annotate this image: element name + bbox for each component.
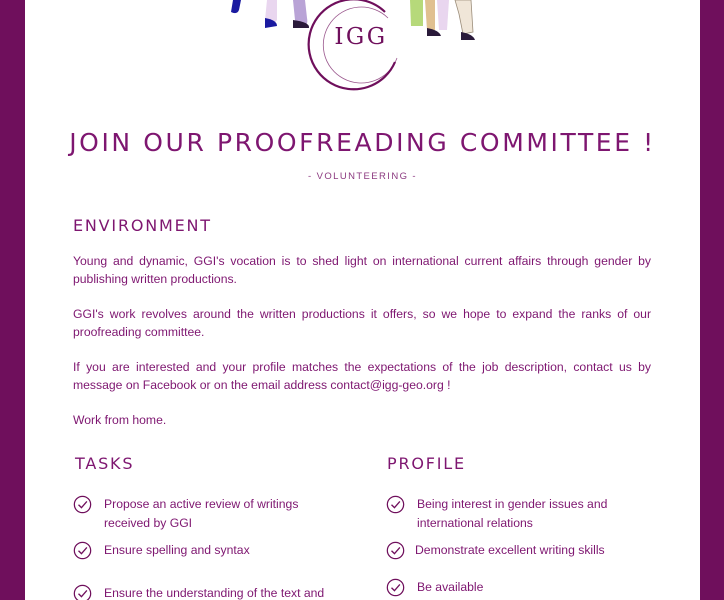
logo-illustration [25, 0, 700, 95]
shoe-left-1 [231, 0, 241, 13]
environment-paragraph-3: If you are interested and your profile matches the expectations of the job description, contact us by message on Facebook or on the email address contact@igg-geo.org ! [73, 360, 651, 392]
check-circle-icon [73, 495, 92, 514]
environment-paragraph-1: Young and dynamic, GGI's vocation is to shed light on international current affairs through gender by publishing written productions. [73, 254, 651, 286]
task-item-text [104, 495, 298, 533]
right-figures-illustration [410, 0, 475, 40]
task-item-line: received by GGI [104, 516, 193, 530]
task-item-3 [73, 584, 324, 600]
task-item-line: Propose an active review of writings [104, 497, 299, 511]
profile-item-text [415, 541, 605, 560]
poster-page [25, 0, 700, 600]
profile-item-text [417, 578, 483, 597]
leg-right-4 [455, 0, 473, 34]
profile-item-line: international relations [417, 516, 533, 530]
check-circle-icon [73, 541, 92, 560]
environment-paragraph-4: Work from home. [73, 413, 167, 427]
profile-item-1 [386, 495, 607, 533]
check-circle-icon [386, 495, 405, 514]
profile-item-3 [386, 578, 483, 597]
illustration-svg [25, 0, 700, 95]
task-item-line: Ensure spelling and syntax [104, 543, 250, 557]
profile-item-text [417, 495, 607, 533]
environment-heading: ENVIRONMENT [73, 216, 212, 235]
page-title: JOIN OUR PROOFREADING COMMITTEE ! [69, 128, 656, 157]
profile-item-line: Being interest in gender issues and [417, 497, 608, 511]
left-figures-illustration [231, 0, 309, 28]
page-subtitle: - VOLUNTEERING - [308, 171, 417, 182]
igg-logo [309, 0, 397, 89]
profile-item-line: Demonstrate excellent writing skills [415, 543, 605, 557]
check-circle-icon [386, 541, 405, 560]
environment-paragraph-2: GGI's work revolves around the written productions it offers, so we hope to expand the ranks of our proofreading committee. [73, 307, 651, 339]
task-item-text [104, 584, 324, 600]
leg-right-2 [425, 0, 435, 30]
logo-text: IGG [334, 24, 388, 50]
leg-right-3 [437, 0, 449, 30]
task-item-text [104, 541, 250, 560]
task-item-2 [73, 541, 250, 560]
leg-right-1 [410, 0, 423, 26]
profile-item-2 [386, 541, 605, 560]
tasks-heading: TASKS [75, 454, 135, 473]
profile-heading: PROFILE [387, 454, 466, 473]
check-circle-icon [73, 584, 92, 600]
check-circle-icon [386, 578, 405, 597]
task-item-line: Ensure the understanding of the text and [104, 586, 325, 600]
task-item-1 [73, 495, 298, 533]
profile-item-line: Be available [417, 580, 484, 594]
